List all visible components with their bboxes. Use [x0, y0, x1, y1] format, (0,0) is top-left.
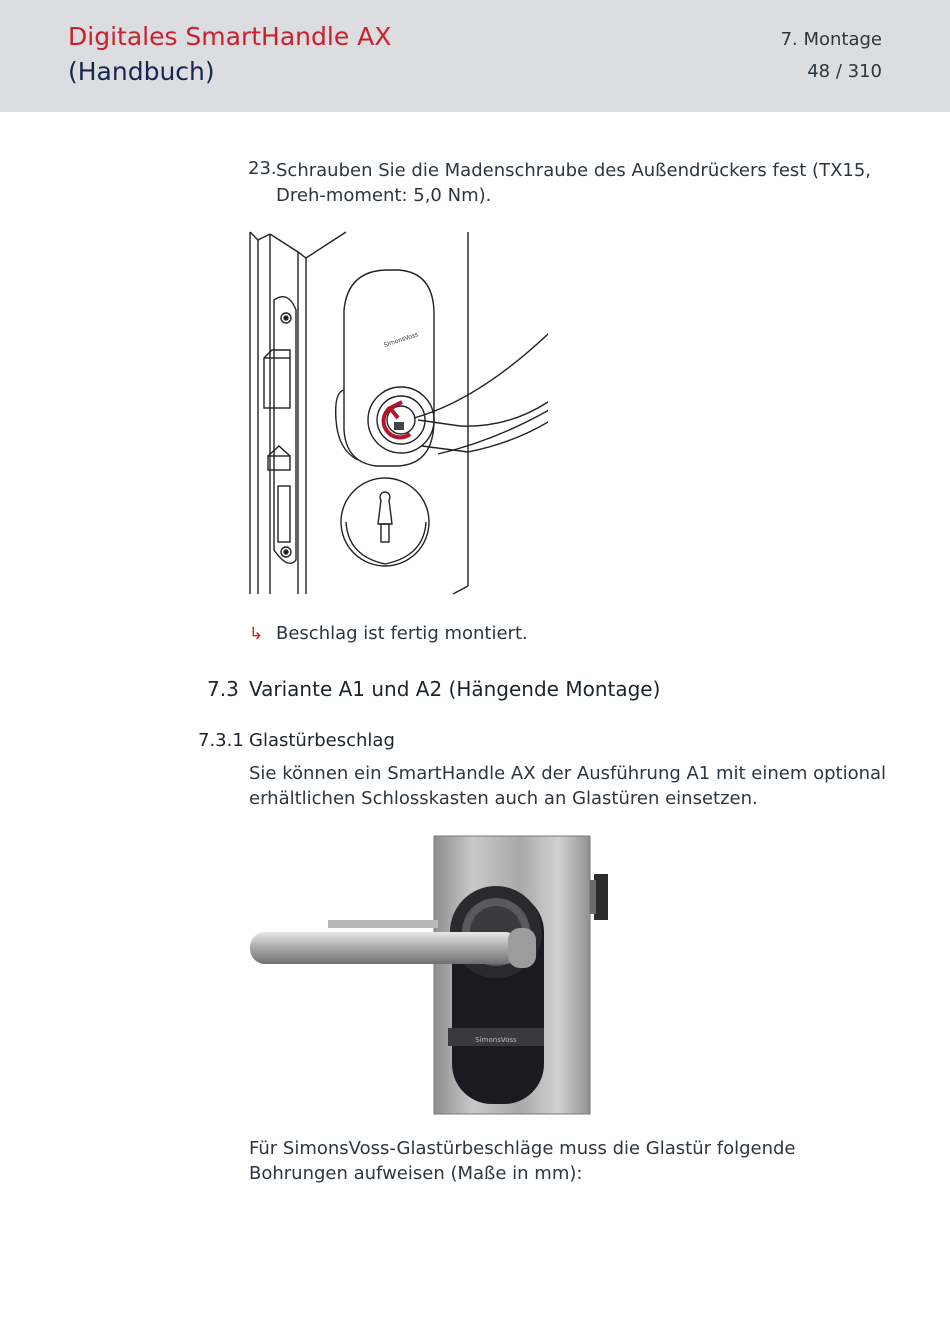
result-arrow-icon: ↳: [249, 624, 264, 644]
brand-mark: SimonsVoss: [475, 1036, 517, 1044]
document-title: Digitales SmartHandle AX: [68, 22, 392, 51]
subsection-number: 7.3.1: [198, 730, 244, 751]
section-title: Variante A1 und A2 (Hängende Montage): [249, 677, 661, 701]
step-number: 23.: [248, 158, 277, 179]
subsection-title: Glastürbeschlag: [249, 730, 395, 751]
section-number: 7.3: [207, 677, 239, 701]
result-text: Beschlag ist fertig montiert.: [276, 623, 528, 644]
chapter-label: 7. Montage: [780, 29, 882, 50]
page-number: 48 / 310: [807, 61, 882, 82]
page-header: [0, 0, 950, 112]
step-text: Schrauben Sie die Madenschraube des Außendrückers fest (TX15, Dreh-moment: 5,0 Nm).: [276, 160, 872, 206]
closing-paragraph: Für SimonsVoss-Glastürbeschläge muss die Glastür folgende Bohrungen aufweisen (Maße in mm):: [249, 1138, 796, 1184]
handle-mounting-illustration: [248, 230, 548, 596]
brand-mark: SimonsVoss: [383, 331, 419, 349]
document-subtitle: (Handbuch): [68, 57, 215, 86]
glass-door-paragraph: Sie können ein SmartHandle AX der Ausführung A1 mit einem optional erhältlichen Schlosskasten auch an Glastüren einsetzen.: [249, 763, 887, 809]
glass-door-fitting-photo: [248, 832, 614, 1116]
